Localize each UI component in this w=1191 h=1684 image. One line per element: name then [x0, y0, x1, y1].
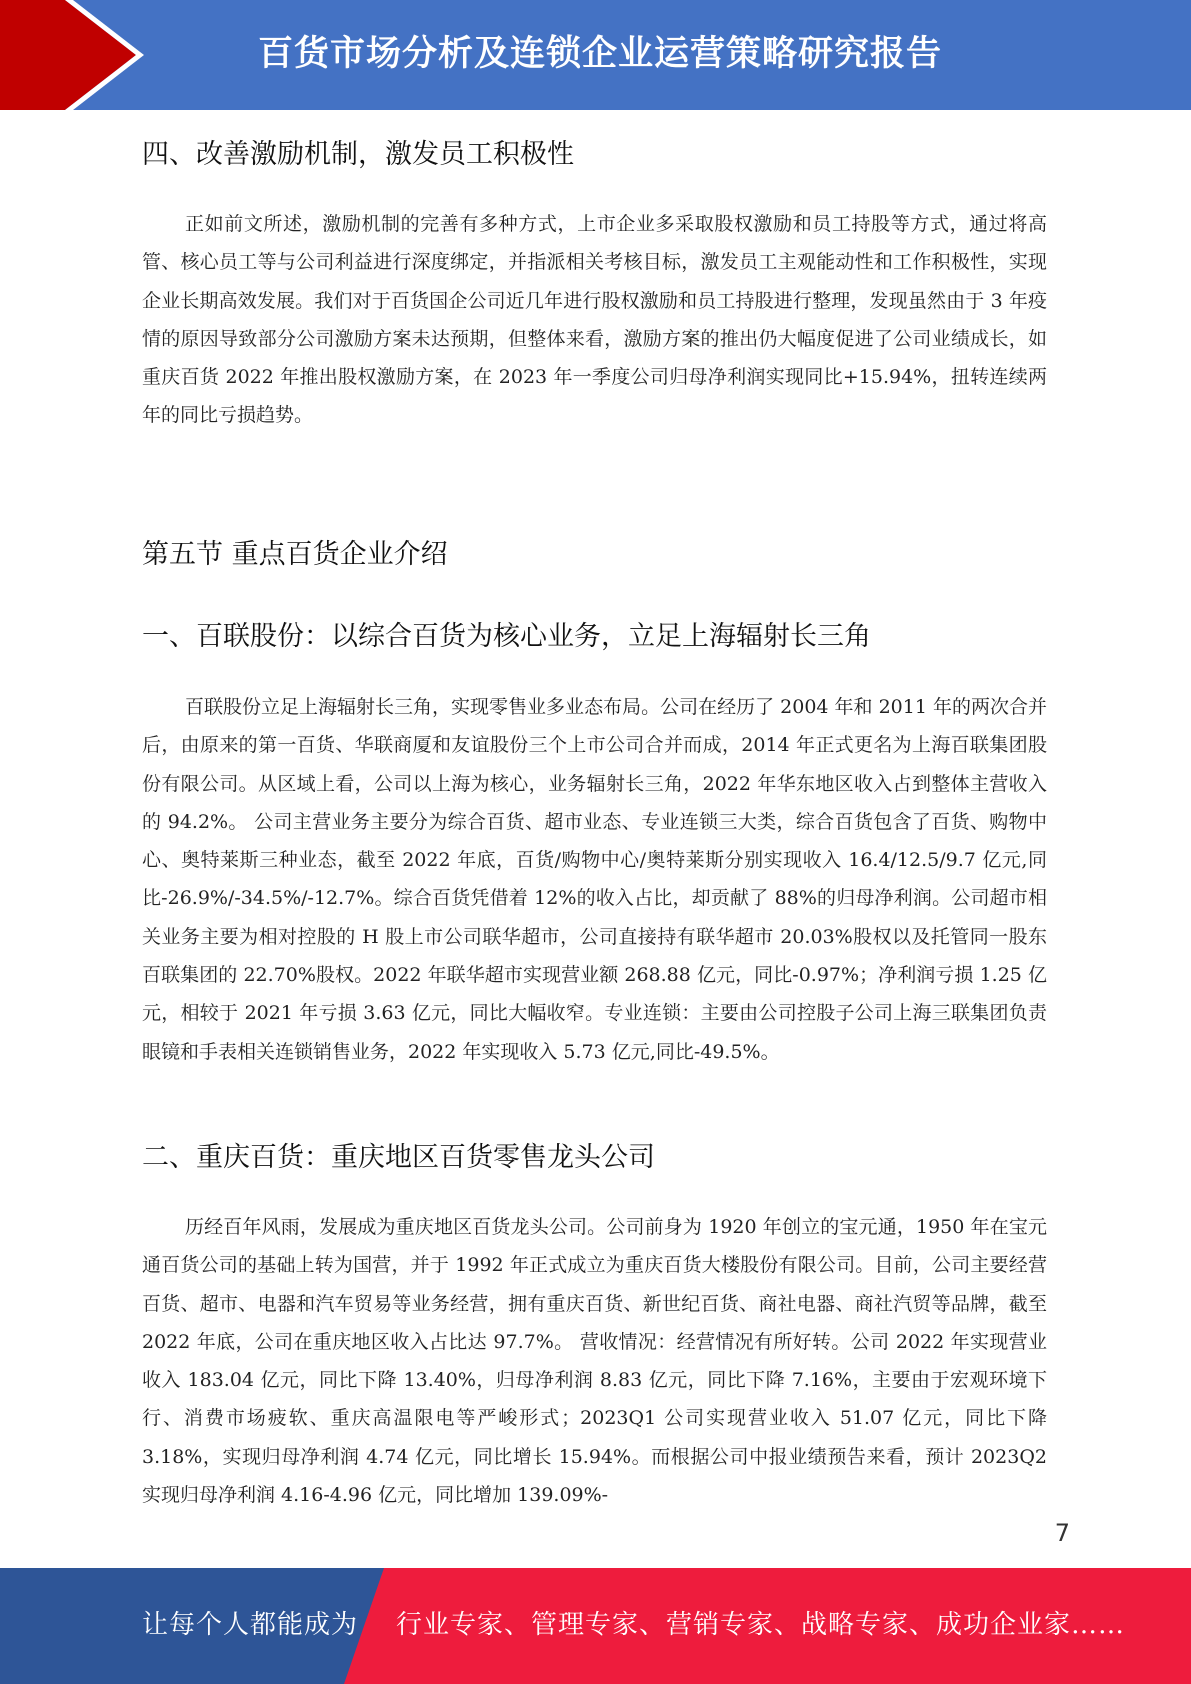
heading-chongqing: 二、重庆百货：重庆地区百货零售龙头公司: [142, 1142, 655, 1173]
footer-slogan-right: 行业专家、管理专家、营销专家、战略专家、成功企业家……: [396, 1610, 1126, 1640]
paragraph-incentive: 正如前文所述，激励机制的完善有多种方式，上市企业多采取股权激励和员工持股等方式，通过将高管、核心员工等与公司利益进行深度绑定，并指派相关考核目标，激发员工主观能动性和工作积极性，实现企业长期高效发展。我们对于百货国企公司近几年进行股权激励和员工持股进行整理，发现虽然由于 3 年疫情的原因导致部分公司激励方案未达预期，但整体来看，激励方案的推出仍大幅度促进了公司业绩成长，如重庆百货 2022 年推出股权激励方案，在 2023 年一季度公司归母净利润实现同比+15.94%，扭转连续两年的同比亏损趋势。: [142, 213, 1047, 427]
paragraph-bailian: 百联股份立足上海辐射长三角，实现零售业多业态布局。公司在经历了 2004 年和 2011 年的两次合并后，由原来的第一百货、华联商厦和友谊股份三个上市公司合并而成，2014 年正式更名为上海百联集团股份有限公司。从区域上看，公司以上海为核心，业务辐射长三角，2022 年华东地区收入占到整体主营收入的 94.2%。 公司主营业务主要分为综合百货、超市业态、专业连锁三大类，综合百货包含了百货、购物中心、奥特莱斯三种业态，截至 2022 年底，百货/购物中心/奥特莱斯分别实现收入 16.4/12.5/9.7 亿元,同比-26.9%/-34.5%/-12.7%。综合百货凭借着 12%的收入占比，却贡献了 88%的归母净利润。公司超市相关业务主要为相对控股的 H 股上市公司联华超市，公司直接持有联华超市 20.03%股权以及托管同一股东百联集团的 22.70%股权。2022 年联华超市实现营业额 268.88 亿元，同比-0.97%；净利润亏损 1.25 亿元，相较于 2021 年亏损 3.63 亿元，同比大幅收窄。专业连锁：主要由公司控股子公司上海三联集团负责眼镜和手表相关连锁销售业务，2022 年实现收入 5.73 亿元,同比-49.5%。: [142, 696, 1047, 1063]
report-title: 百货市场分析及连锁企业运营策略研究报告: [258, 34, 943, 74]
paragraph-chongqing: 历经百年风雨，发展成为重庆地区百货龙头公司。公司前身为 1920 年创立的宝元通，1950 年在宝元通百货公司的基础上转为国营，并于 1992 年正式成立为重庆百货大楼股份有限公司。目前，公司主要经营百货、超市、电器和汽车贸易等业务经营，拥有重庆百货、新世纪百货、商社电器、商社汽贸等品牌，截至 2022 年底，公司在重庆地区收入占比达 97.7%。 营收情况：经营情况有所好转。公司 2022 年实现营业收入 183.04 亿元，同比下降 13.40%，归母净利润 8.83 亿元，同比下降 7.16%，主要由于宏观环境下行、消费市场疲软、重庆高温限电等严峻形式；2023Q1 公司实现营业收入 51.07 亿元，同比下降 3.18%，实现归母净利润 4.74 亿元，同比增长 15.94%。而根据公司中报业绩预告来看，预计 2023Q2 实现归母净利润 4.16-4.96 亿元，同比增加 139.09%-: [142, 1216, 1047, 1507]
heading-incentive: 四、改善激励机制，激发员工积极性: [142, 139, 574, 170]
footer-banner: [0, 1568, 1191, 1684]
header-banner: [0, 0, 1191, 110]
section-title: 第五节 重点百货企业介绍: [142, 539, 448, 570]
footer-slogan-left: 让每个人都能成为: [142, 1610, 359, 1640]
page-number: 7: [1054, 1519, 1070, 1547]
chevron-logo-icon: [0, 0, 160, 110]
heading-bailian: 一、百联股份：以综合百货为核心业务，立足上海辐射长三角: [142, 621, 871, 652]
